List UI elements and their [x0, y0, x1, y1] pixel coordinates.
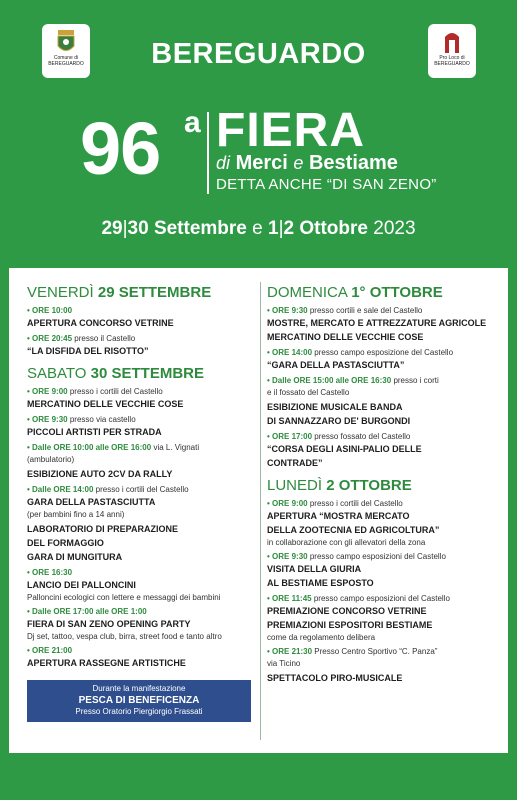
time-line: [267, 551, 505, 563]
monday-date: 2 OTTOBRE: [326, 477, 412, 494]
event-title: “GARA DELLA PASTASCIUTTA”: [267, 360, 405, 370]
monday-label: LUNEDÌ: [267, 477, 323, 494]
time-line: [27, 333, 259, 345]
pro-loco-caption-2: BEREGUARDO: [434, 61, 470, 67]
comune-caption-2: BEREGUARDO: [48, 61, 84, 67]
year: 2023: [373, 218, 416, 239]
time-line: [27, 484, 259, 496]
place: presso campo esposizioni del Castello: [309, 552, 446, 561]
time: • ORE 21:30: [267, 647, 313, 656]
sunday-date: 1° OTTOBRE: [351, 284, 443, 301]
place: presso campo esposizione del Castello: [314, 348, 454, 357]
event-title: MERCATINO DELLE VECCHIE COSE: [27, 399, 184, 409]
fair-alias: DETTA ANCHE “DI SAN ZENO”: [216, 176, 437, 193]
fair-subtitle: [216, 152, 398, 174]
left-column: [27, 284, 259, 722]
time-line: [267, 347, 505, 359]
event-title: MOSTRE, MERCATO E ATTREZZATURE AGRICOLE: [267, 318, 487, 328]
time-line: [27, 442, 259, 454]
event-title: “LA DISFIDA DEL RISOTTO”: [27, 346, 149, 356]
edition-suffix: a: [184, 106, 201, 139]
event-title: LABORATORIO DI PREPARAZIONE: [27, 524, 179, 534]
place: presso via castello: [69, 415, 136, 424]
event-title: FIERA DI SAN ZENO OPENING PARTY: [27, 619, 191, 629]
time: • ORE 9:30: [27, 415, 68, 424]
event-title: APERTURA RASSEGNE ARTISTICHE: [27, 658, 186, 668]
time-line: [267, 498, 505, 510]
place: via L. Vignati: [153, 443, 200, 452]
saturday-heading: [27, 365, 259, 382]
time-line: • ORE 21:00: [27, 646, 73, 655]
event-title: SPETTACOLO PIRO-MUSICALE: [267, 673, 403, 683]
event-note: in collaborazione con gli allevatori della zona: [267, 538, 426, 547]
month-october: Ottobre: [299, 218, 368, 239]
time-line: [267, 375, 505, 387]
date-and: e: [252, 218, 263, 239]
place: presso campo esposizioni del Castello: [313, 594, 450, 603]
place: presso i cortili del Castello: [69, 387, 163, 396]
date-2: 2: [283, 218, 295, 239]
subtitle-e: e: [293, 153, 304, 173]
date-29: 29: [101, 218, 123, 239]
event-title: DELLA ZOOTECNIA ED AGRICOLTURA”: [267, 525, 440, 535]
event-title: LANCIO DEI PALLONCINI: [27, 580, 136, 590]
event-title: ESIBIZIONE AUTO 2CV DA RALLY: [27, 469, 173, 479]
event-title: DEL FORMAGGIO: [27, 538, 104, 548]
friday-heading: [27, 284, 259, 301]
event-title: DI SANNAZZARO DE' BURGONDI: [267, 416, 411, 426]
time-line: • Dalle ORE 17:00 alle ORE 1:00: [27, 607, 147, 616]
event-note: e il fossato del Castello: [267, 388, 350, 397]
date-30: 30: [127, 218, 149, 239]
time-line: • ORE 10:00: [27, 306, 73, 315]
box-line-2: PESCA DI BENEFICENZA: [78, 695, 200, 706]
event-title: GARA DELLA PASTASCIUTTA: [27, 497, 156, 507]
event-note: come da regolamento delibera: [267, 633, 376, 642]
event-title: APERTURA CONCORSO VETRINE: [27, 318, 174, 328]
place: presso i cortili del Castello: [309, 499, 403, 508]
time-line: [267, 593, 505, 605]
time: • ORE 9:30: [267, 306, 308, 315]
sunday-heading: [267, 284, 505, 301]
time: • ORE 9:00: [267, 499, 308, 508]
pro-loco-caption-1: Pro Loco di: [439, 55, 465, 61]
month-september: Settembre: [153, 218, 247, 239]
subtitle-di: di: [216, 153, 231, 173]
friday-date: 29 SETTEMBRE: [97, 284, 212, 301]
time: • ORE 17:00: [267, 432, 313, 441]
time-line: [27, 386, 259, 398]
time: • ORE 9:30: [267, 552, 308, 561]
time-line: • ORE 16:30: [27, 568, 73, 577]
event-title: PREMIAZIONE CONCORSO VETRINE: [267, 606, 427, 616]
event-title: GARA DI MUNGITURA: [27, 552, 123, 562]
time-line: [267, 431, 505, 443]
subtitle-merci: Merci: [235, 152, 288, 174]
date-1: 1: [268, 218, 279, 239]
place: presso cortili e sale del Castello: [309, 306, 423, 315]
event-note: via Ticino: [267, 659, 301, 668]
time-line: [267, 646, 505, 658]
monday-heading: [267, 477, 505, 494]
event-note: Dj set, tattoo, vespa club, birra, street food e tanto altro: [27, 632, 222, 641]
charity-lottery-box: [27, 680, 251, 722]
time-line: [27, 414, 259, 426]
time-line: [267, 305, 505, 317]
event-note: Palloncini ecologici con lettere e messaggi dei bambini: [27, 593, 221, 602]
fair-title: FIERA: [216, 104, 365, 157]
time: • Dalle ORE 10:00 alle ORE 16:00: [27, 443, 152, 452]
saturday-date: 30 SETTEMBRE: [90, 365, 204, 382]
fair-dates: 29|30 Settembre e 1|2 Ottobre 2023: [101, 218, 416, 239]
time: • Dalle ORE 15:00 alle ORE 16:30: [267, 376, 392, 385]
edition-number: 96: [80, 107, 161, 190]
box-line-3: Presso Oratorio Piergiorgio Frassati: [75, 707, 203, 716]
event-title: PREMIAZIONI ESPOSITORI BESTIAME: [267, 620, 433, 630]
place: presso i corti: [393, 376, 439, 385]
subtitle-bestiame: Bestiame: [308, 152, 398, 174]
time: • ORE 11:45: [267, 594, 312, 603]
event-title: ESIBIZIONE MUSICALE BANDA: [267, 402, 403, 412]
time: • ORE 9:00: [27, 387, 68, 396]
event-title: PICCOLI ARTISTI PER STRADA: [27, 427, 162, 437]
event-title: VISITA DELLA GIURIA: [267, 564, 362, 574]
event-title: MERCATINO DELLE VECCHIE COSE: [267, 332, 424, 342]
place: presso fossato del Castello: [314, 432, 411, 441]
title-divider: [207, 112, 209, 194]
event-title: “CORSA DEGLI ASINI-PALIO DELLE: [267, 444, 422, 454]
event-title: AL BESTIAME ESPOSTO: [267, 578, 374, 588]
friday-label: VENERDÌ: [27, 284, 94, 301]
time: • Dalle ORE 14:00: [27, 485, 94, 494]
place: Presso Centro Sportivo “C. Panza”: [314, 647, 438, 656]
place: presso i cortili del Castello: [95, 485, 189, 494]
town-title: BEREGUARDO: [151, 38, 366, 70]
time: • ORE 20:45: [27, 334, 73, 343]
comune-caption-1: Comune di: [53, 55, 79, 61]
saturday-label: SABATO: [27, 365, 87, 382]
event-note: (ambulatorio): [27, 455, 75, 464]
box-line-1: Durante la manifestazione: [92, 684, 186, 693]
right-column: [267, 284, 505, 688]
event-note: (per bambini fino a 14 anni): [27, 510, 125, 519]
program-panel: [9, 268, 508, 753]
event-title: APERTURA “MOSTRA MERCATO: [267, 511, 410, 521]
sunday-label: DOMENICA: [267, 284, 348, 301]
column-divider: [260, 282, 261, 740]
place: presso il Castello: [74, 334, 136, 343]
time: • ORE 14:00: [267, 348, 313, 357]
event-title: CONTRADE”: [267, 458, 323, 468]
